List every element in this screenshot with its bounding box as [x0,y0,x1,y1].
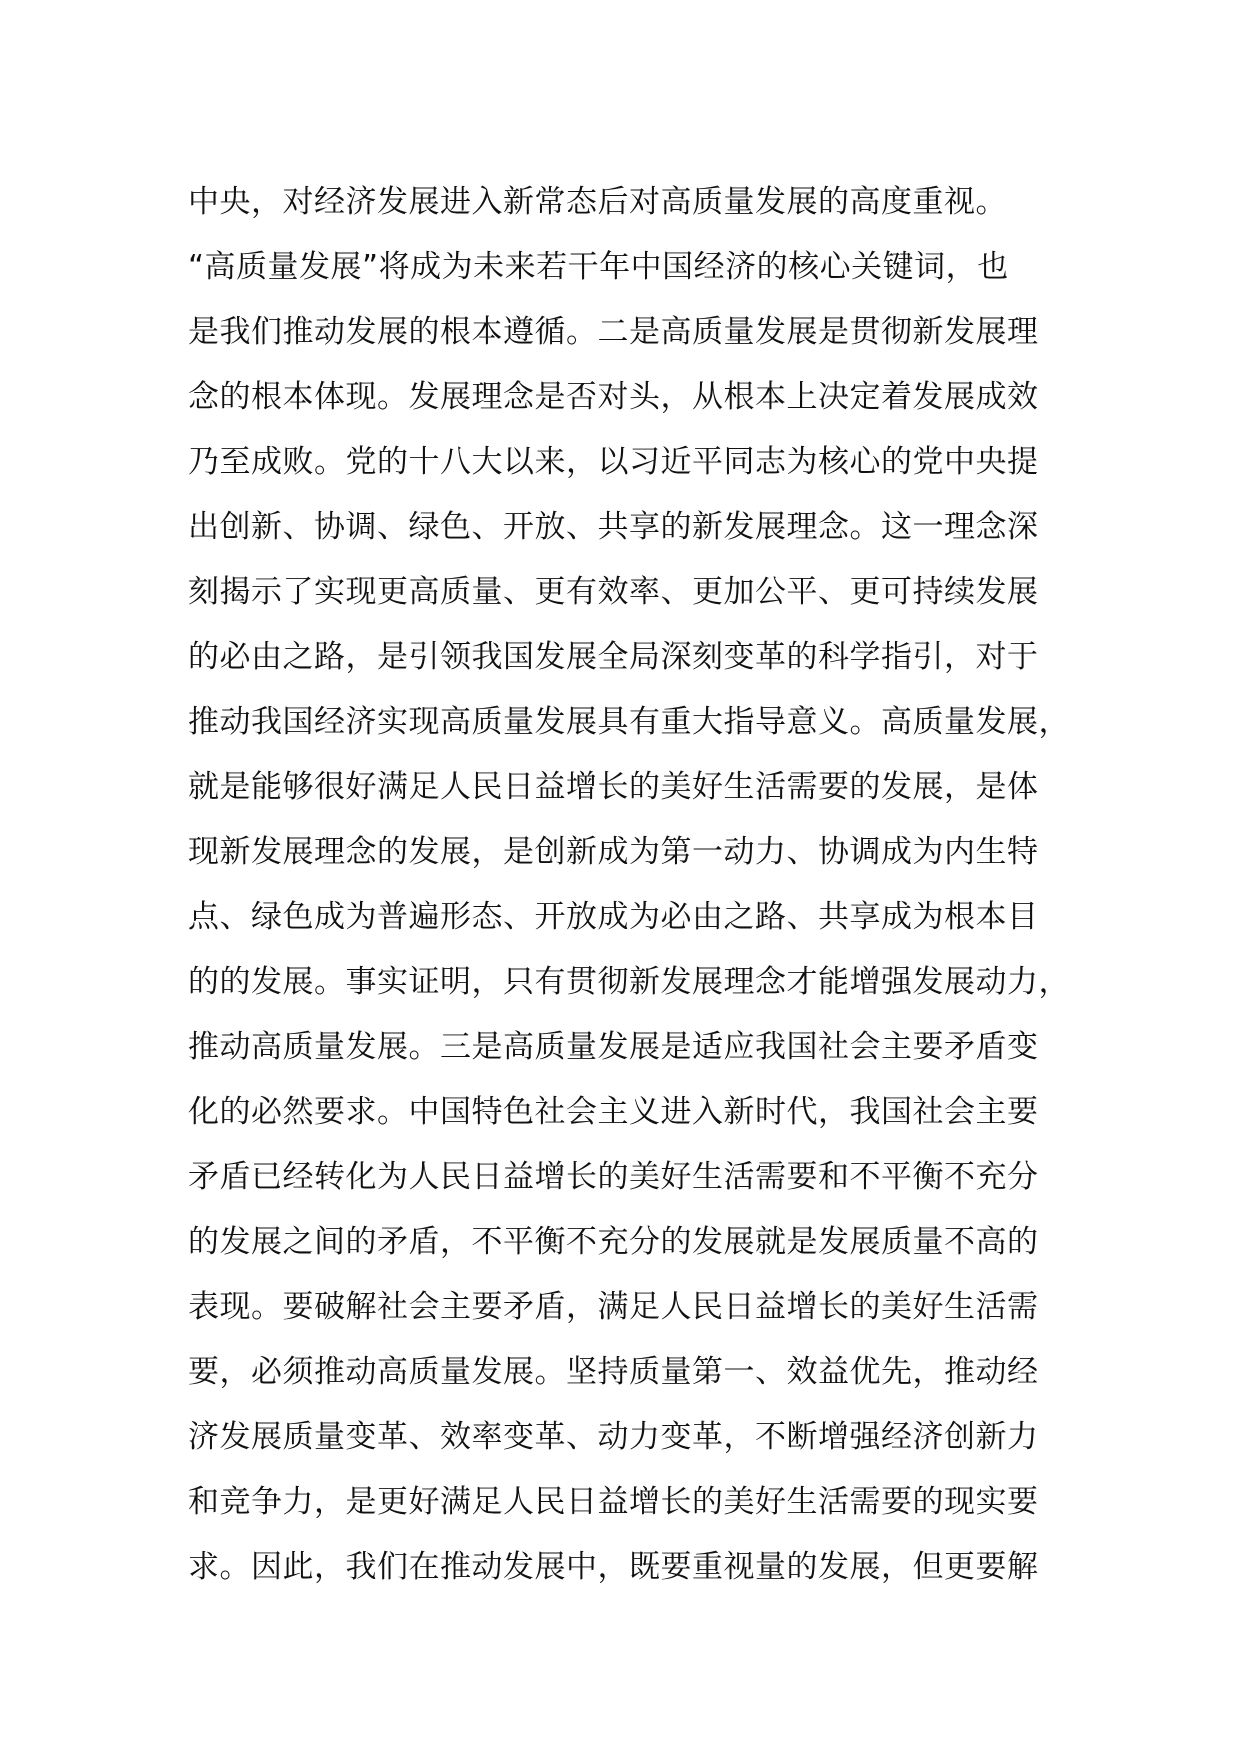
text-line: 中央，对经济发展进入新常态后对高质量发展的高度重视。 [188,184,1007,220]
text-line: 是我们推动发展的根本遵循。二是高质量发展是贯彻新发展理 [188,314,1039,350]
text-line: 念的根本体现。发展理念是否对头，从根本上决定着发展成效 [188,379,1039,415]
text-line: 乃至成败。党的十八大以来，以习近平同志为核心的党中央提 [188,444,1039,480]
text-line: 表现。要破解社会主要矛盾，满足人民日益增长的美好生活需 [188,1289,1039,1325]
text-line: 现新发展理念的发展，是创新成为第一动力、协调成为内生特 [188,834,1039,870]
body-text [188,170,1088,1600]
text-line: 出创新、协调、绿色、开放、共享的新发展理念。这一理念深 [188,509,1039,545]
text-line: 求。因此，我们在推动发展中，既要重视量的发展，但更要解 [188,1549,1039,1585]
text-line: 济发展质量变革、效率变革、动力变革，不断增强经济创新力 [188,1419,1039,1455]
text-line: 矛盾已经转化为人民日益增长的美好生活需要和不平衡不充分 [188,1159,1039,1195]
text-line: 推动高质量发展。三是高质量发展是适应我国社会主要矛盾变 [188,1029,1039,1065]
text-line: 的必由之路，是引领我国发展全局深刻变革的科学指引，对于 [188,639,1039,675]
text-line: 就是能够很好满足人民日益增长的美好生活需要的发展，是体 [188,769,1039,805]
text-line: 要，必须推动高质量发展。坚持质量第一、效益优先，推动经 [188,1354,1039,1390]
text-line: 的发展之间的矛盾，不平衡不充分的发展就是发展质量不高的 [188,1224,1039,1260]
text-line: 和竞争力，是更好满足人民日益增长的美好生活需要的现实要 [188,1484,1039,1520]
text-line: 化的必然要求。中国特色社会主义进入新时代，我国社会主要 [188,1094,1039,1130]
text-line: 刻揭示了实现更高质量、更有效率、更加公平、更可持续发展 [188,574,1039,610]
text-line: 推动我国经济实现高质量发展具有重大指导意义。高质量发展， [188,704,1070,740]
text-line: 的的发展。事实证明，只有贯彻新发展理念才能增强发展动力， [188,964,1070,1000]
text-line: “高质量发展”将成为未来若干年中国经济的核心关键词，也 [188,249,1009,285]
text-line: 点、绿色成为普遍形态、开放成为必由之路、共享成为根本目 [188,899,1039,935]
